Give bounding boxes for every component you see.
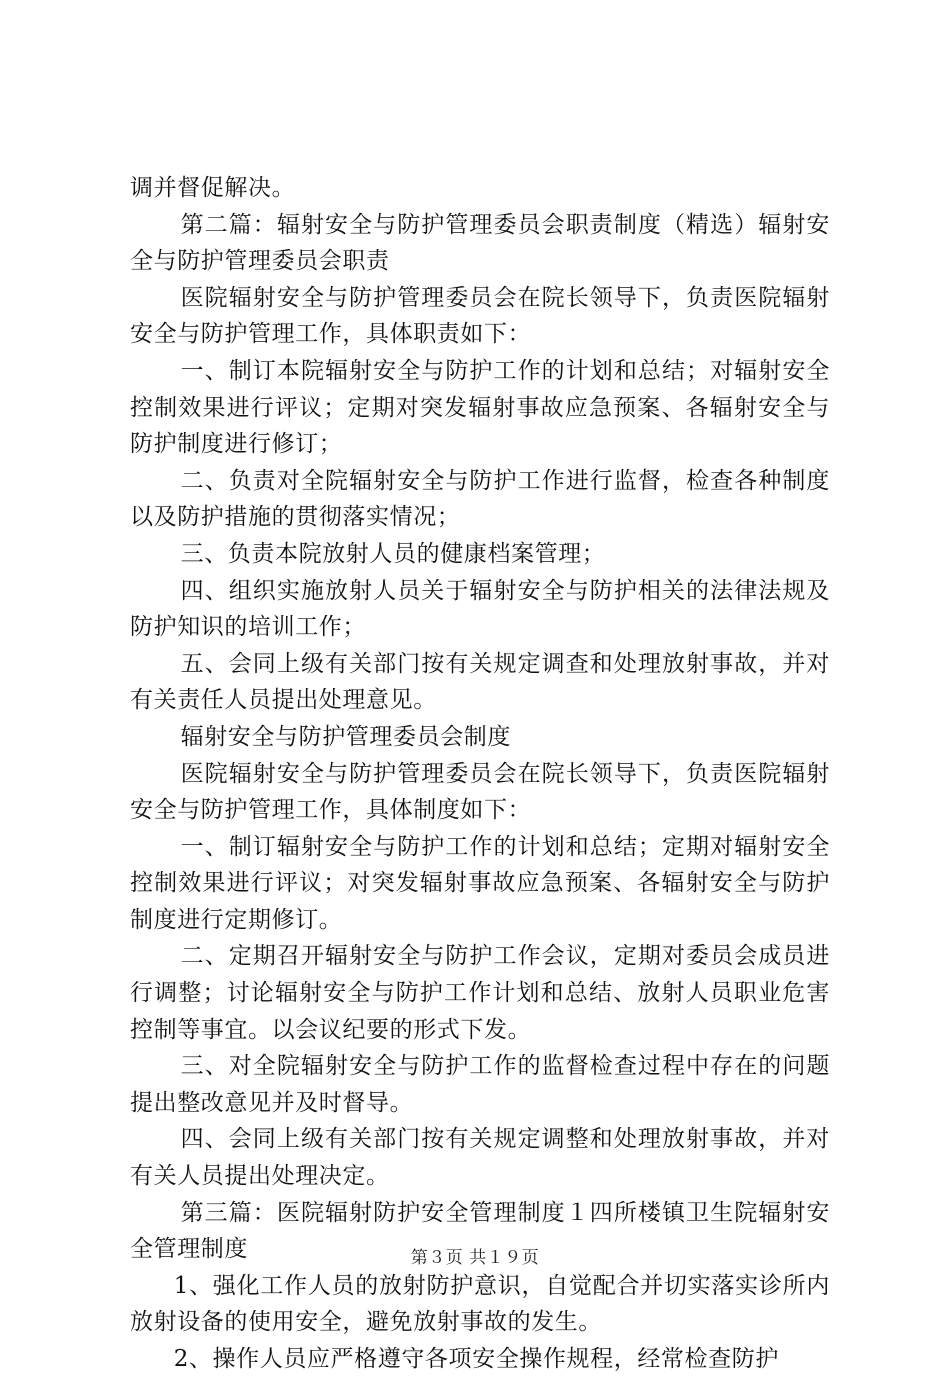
- paragraph: 2、操作人员应严格遵守各项安全操作规程，经常检查防护: [173, 1346, 779, 1372]
- paragraph: 二、负责对全院辐射安全与防护工作进行监督，检查各种制度以及防护措施的贯彻落实情况；: [130, 467, 830, 531]
- paragraph: 四、会同上级有关部门按有关规定调整和处理放射事故，并对有关人员提出处理决定。: [130, 1126, 830, 1190]
- paragraph: 一、制订辐射安全与防护工作的计划和总结；定期对辐射安全控制效果进行评议；对突发辐射事故应急预案、各辐射安全与防护制度进行定期修订。: [130, 833, 830, 933]
- subsection-heading: 辐射安全与防护管理委员会制度: [180, 723, 511, 750]
- paragraph: 医院辐射安全与防护管理委员会在院长领导下，负责医院辐射安全与防护管理工作，具体职责如下：: [130, 284, 830, 348]
- paragraph: 四、组织实施放射人员关于辐射安全与防护相关的法律法规及防护知识的培训工作；: [130, 577, 830, 641]
- paragraph: 医院辐射安全与防护管理委员会在院长领导下，负责医院辐射安全与防护管理工作，具体制度如下：: [130, 760, 830, 824]
- section-heading: 第二篇：辐射安全与防护管理委员会职责制度（精选）辐射安全与防护管理委员会职责: [130, 211, 830, 275]
- section-heading: 第三篇：医院辐射防护安全管理制度１四所楼镇卫生院辐射安全管理制度: [130, 1199, 830, 1263]
- paragraph: 二、定期召开辐射安全与防护工作会议，定期对委员会成员进行调整；讨论辐射安全与防护工作计划和总结、放射人员职业危害控制等事宜。以会议纪要的形式下发。: [130, 943, 830, 1043]
- page-number-footer: 第３页 共１９页: [410, 1248, 540, 1268]
- document-body: [130, 170, 830, 1378]
- paragraph: 调并督促解决。: [130, 175, 296, 201]
- paragraph: 三、负责本院放射人员的健康档案管理；: [180, 540, 606, 567]
- paragraph: 1、强化工作人员的放射防护意识，自觉配合并切实落实诊所内放射设备的使用安全，避免放射事故的发生。: [130, 1272, 830, 1336]
- paragraph: 五、会同上级有关部门按有关规定调查和处理放射事故，并对有关责任人员提出处理意见。: [130, 650, 830, 714]
- paragraph: 三、对全院辐射安全与防护工作的监督检查过程中存在的问题提出整改意见并及时督导。: [130, 1053, 830, 1116]
- paragraph: 一、制订本院辐射安全与防护工作的计划和总结；对辐射安全控制效果进行评议；定期对突发辐射事故应急预案、各辐射安全与防护制度进行修订；: [130, 357, 830, 458]
